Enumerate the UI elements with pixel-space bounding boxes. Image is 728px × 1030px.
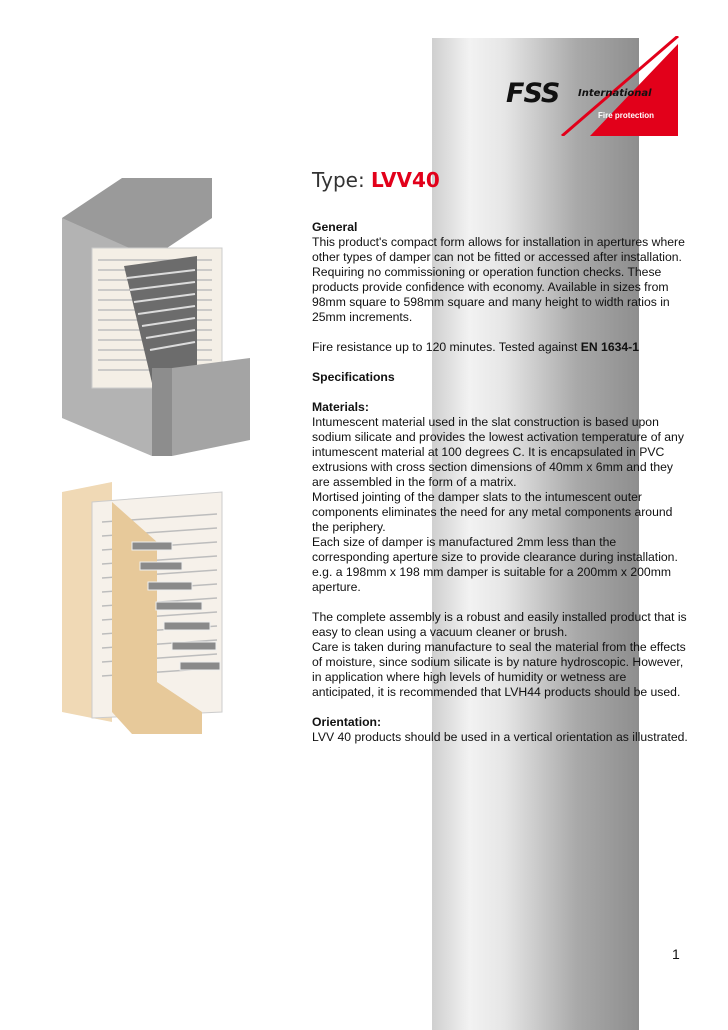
product-code: LVV40 [371, 168, 440, 192]
damper-drywall-illustration [62, 482, 248, 734]
title-prefix: Type: [312, 168, 372, 192]
fire-resistance-paragraph [312, 340, 692, 355]
product-description [312, 220, 692, 760]
page-number: 1 [672, 946, 680, 962]
materials-paragraph-2: Mortised jointing of the damper slats to the intumescent outer components eliminates the need for any metal components around the periphery. [312, 490, 673, 534]
logo-tagline: Fire protection [598, 111, 655, 120]
fire-text: Fire resistance up to 120 minutes. Tested against [312, 340, 581, 354]
logo-wordmark: FSS [506, 78, 560, 109]
damper-concrete-wall-illustration [62, 178, 250, 456]
general-heading: General [312, 220, 358, 234]
orientation-heading: Orientation: [312, 715, 382, 729]
assembly-paragraph-1: The complete assembly is a robust and easily installed product that is easy to clean using a vacuum cleaner or brush. [312, 610, 687, 639]
specifications-heading: Specifications [312, 370, 395, 384]
product-type-title [312, 168, 440, 192]
orientation-paragraph: LVV 40 products should be used in a vertical orientation as illustrated. [312, 730, 688, 744]
assembly-paragraph-2: Care is taken during manufacture to seal the material from the effects of moisture, since sodium silicate is by nature hydroscopic. However, in application where high levels of humidity or wetness are anticipated, it is recommended that LVH44 products should be used. [312, 640, 686, 699]
materials-paragraph-1: Intumescent material used in the slat construction is based upon sodium silicate and provides the lowest activation temperature of any intumescent material at 100 degrees C. It is encapsulated in PVC extrusions with cross section dimensions of 40mm x 6mm and they are assembled in the form of a matrix. [312, 415, 684, 489]
fss-logo [500, 36, 700, 136]
fire-standard: EN 1634-1 [580, 340, 639, 354]
logo-subtitle: International [578, 88, 652, 99]
materials-heading: Materials: [312, 400, 369, 414]
materials-paragraph-3: Each size of damper is manufactured 2mm less than the corresponding aperture size to provide clearance during installation. e.g. a 198mm x 198 mm damper is suitable for a 200mm x 200mm aperture. [312, 535, 678, 594]
general-paragraph: This product's compact form allows for installation in apertures where other types of damper can not be fitted or accessed after installation. Requiring no commissioning or operation function checks. These products provide confidence with economy. Available in sizes from 98mm square to 598mm square and many height to width ratios in 25mm increments. [312, 235, 685, 324]
